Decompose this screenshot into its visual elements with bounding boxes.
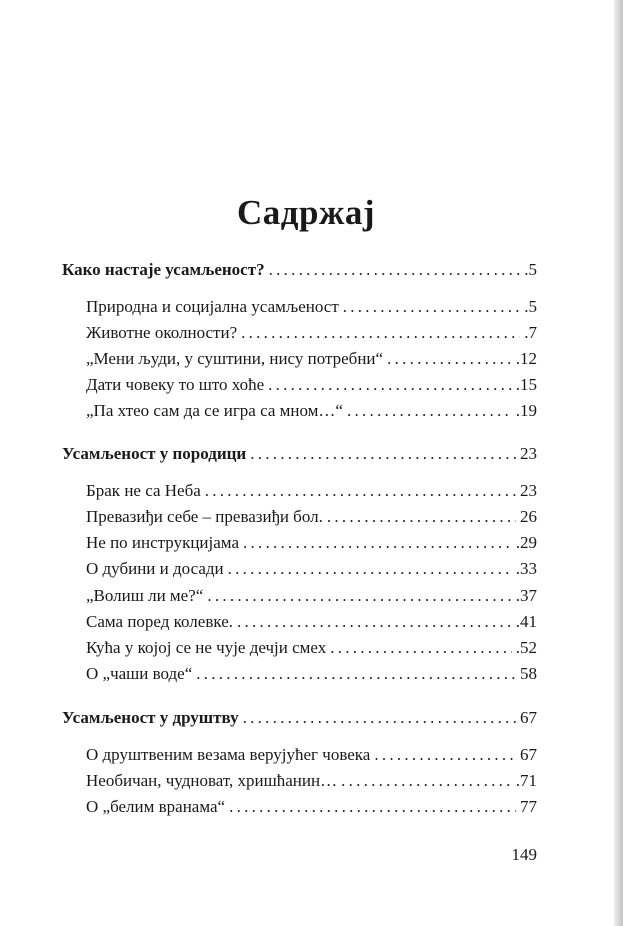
entry-page: 23 [520,481,537,500]
entry-page: .19 [515,401,537,420]
dot-leader [250,442,516,466]
toc-entry[interactable] [86,584,537,608]
entry-page: 26 [520,507,537,526]
chapter-title: Усамљеност у друштву [62,708,239,727]
entry-page: .5 [524,297,537,316]
chapter-page: 23 [520,444,537,463]
dot-leader [237,610,512,634]
entry-page: 67 [520,745,537,764]
entry-title: „Волиш ли ме?“ [86,586,204,605]
toc-chapter-1[interactable] [62,258,537,282]
dot-leader [341,769,512,793]
entry-title: Дати човеку то што хоће [86,375,265,394]
entry-title: Животне околности? [86,323,238,342]
entry-title: Природна и социјална усамљеност [86,297,339,316]
entry-page: .12 [515,349,537,368]
toc-entry[interactable] [86,662,537,686]
entry-title: Сама поред колевке. [86,612,233,631]
entry-page: .71 [515,771,537,790]
entry-page: .29 [515,533,537,552]
entry-page: 77 [520,797,537,816]
dot-leader [207,584,511,608]
toc-entry[interactable] [86,479,537,503]
toc-entry[interactable] [86,321,537,345]
dot-leader [374,743,516,767]
toc-entry[interactable] [86,505,537,529]
entry-title: Не по инструкцијама [86,533,239,552]
dot-leader [243,531,512,555]
dot-leader [327,505,516,529]
entry-page: .52 [515,638,537,657]
entry-title: Брак не са Неба [86,481,201,500]
toc-entry[interactable] [86,795,537,819]
toc-chapter-2[interactable] [62,442,537,466]
toc-entry[interactable] [86,295,537,319]
toc-entry[interactable] [86,347,537,371]
entry-title: О дубини и досади [86,559,224,578]
dot-leader [347,399,512,423]
entry-title: „Па хтео сам да се игра са мном…“ [86,401,343,420]
entry-page: 58 [520,664,537,683]
toc-entry[interactable] [86,399,537,423]
entry-title: Кућа у којој се не чује дечји смех [86,638,327,657]
dot-leader [269,258,521,282]
entry-title: „Мени људи, у суштини, нису потребни“ [86,349,384,368]
toc-entry[interactable] [86,636,537,660]
entry-page: .37 [515,586,537,605]
page-edge-shadow [614,0,623,926]
entry-page: .7 [524,323,537,342]
toc-entry[interactable] [86,743,537,767]
toc-entry[interactable] [86,531,537,555]
entry-page: .15 [515,375,537,394]
dot-leader [229,795,516,819]
dot-leader [243,706,516,730]
dot-leader [330,636,512,660]
entry-title: О „чаши воде“ [86,664,193,683]
entry-title: О друштвеним везама верујућег човека [86,745,371,764]
entry-title: Необичан, чудноват, хришћанин… [86,771,338,790]
dot-leader [241,321,520,345]
page-title: Садржај [237,193,375,233]
entry-title: О „белим вранама“ [86,797,226,816]
dot-leader [205,479,516,503]
dot-leader [228,557,512,581]
page-number: 149 [511,845,537,864]
dot-leader [387,347,512,371]
chapter-title: Како настаје усамљеност? [62,260,265,279]
entry-page: .33 [515,559,537,578]
chapter-page: .5 [524,260,537,279]
entry-page: .41 [515,612,537,631]
toc-entry[interactable] [86,557,537,581]
toc-entry[interactable] [86,769,537,793]
chapter-title: Усамљеност у породици [62,444,247,463]
entry-title: Превазиђи себе – превазиђи бол. [86,507,323,526]
toc-entry[interactable] [86,610,537,634]
dot-leader [196,662,516,686]
chapter-page: 67 [520,708,537,727]
toc-entry[interactable] [86,373,537,397]
toc-chapter-3[interactable] [62,706,537,730]
dot-leader [343,295,520,319]
dot-leader [268,373,512,397]
